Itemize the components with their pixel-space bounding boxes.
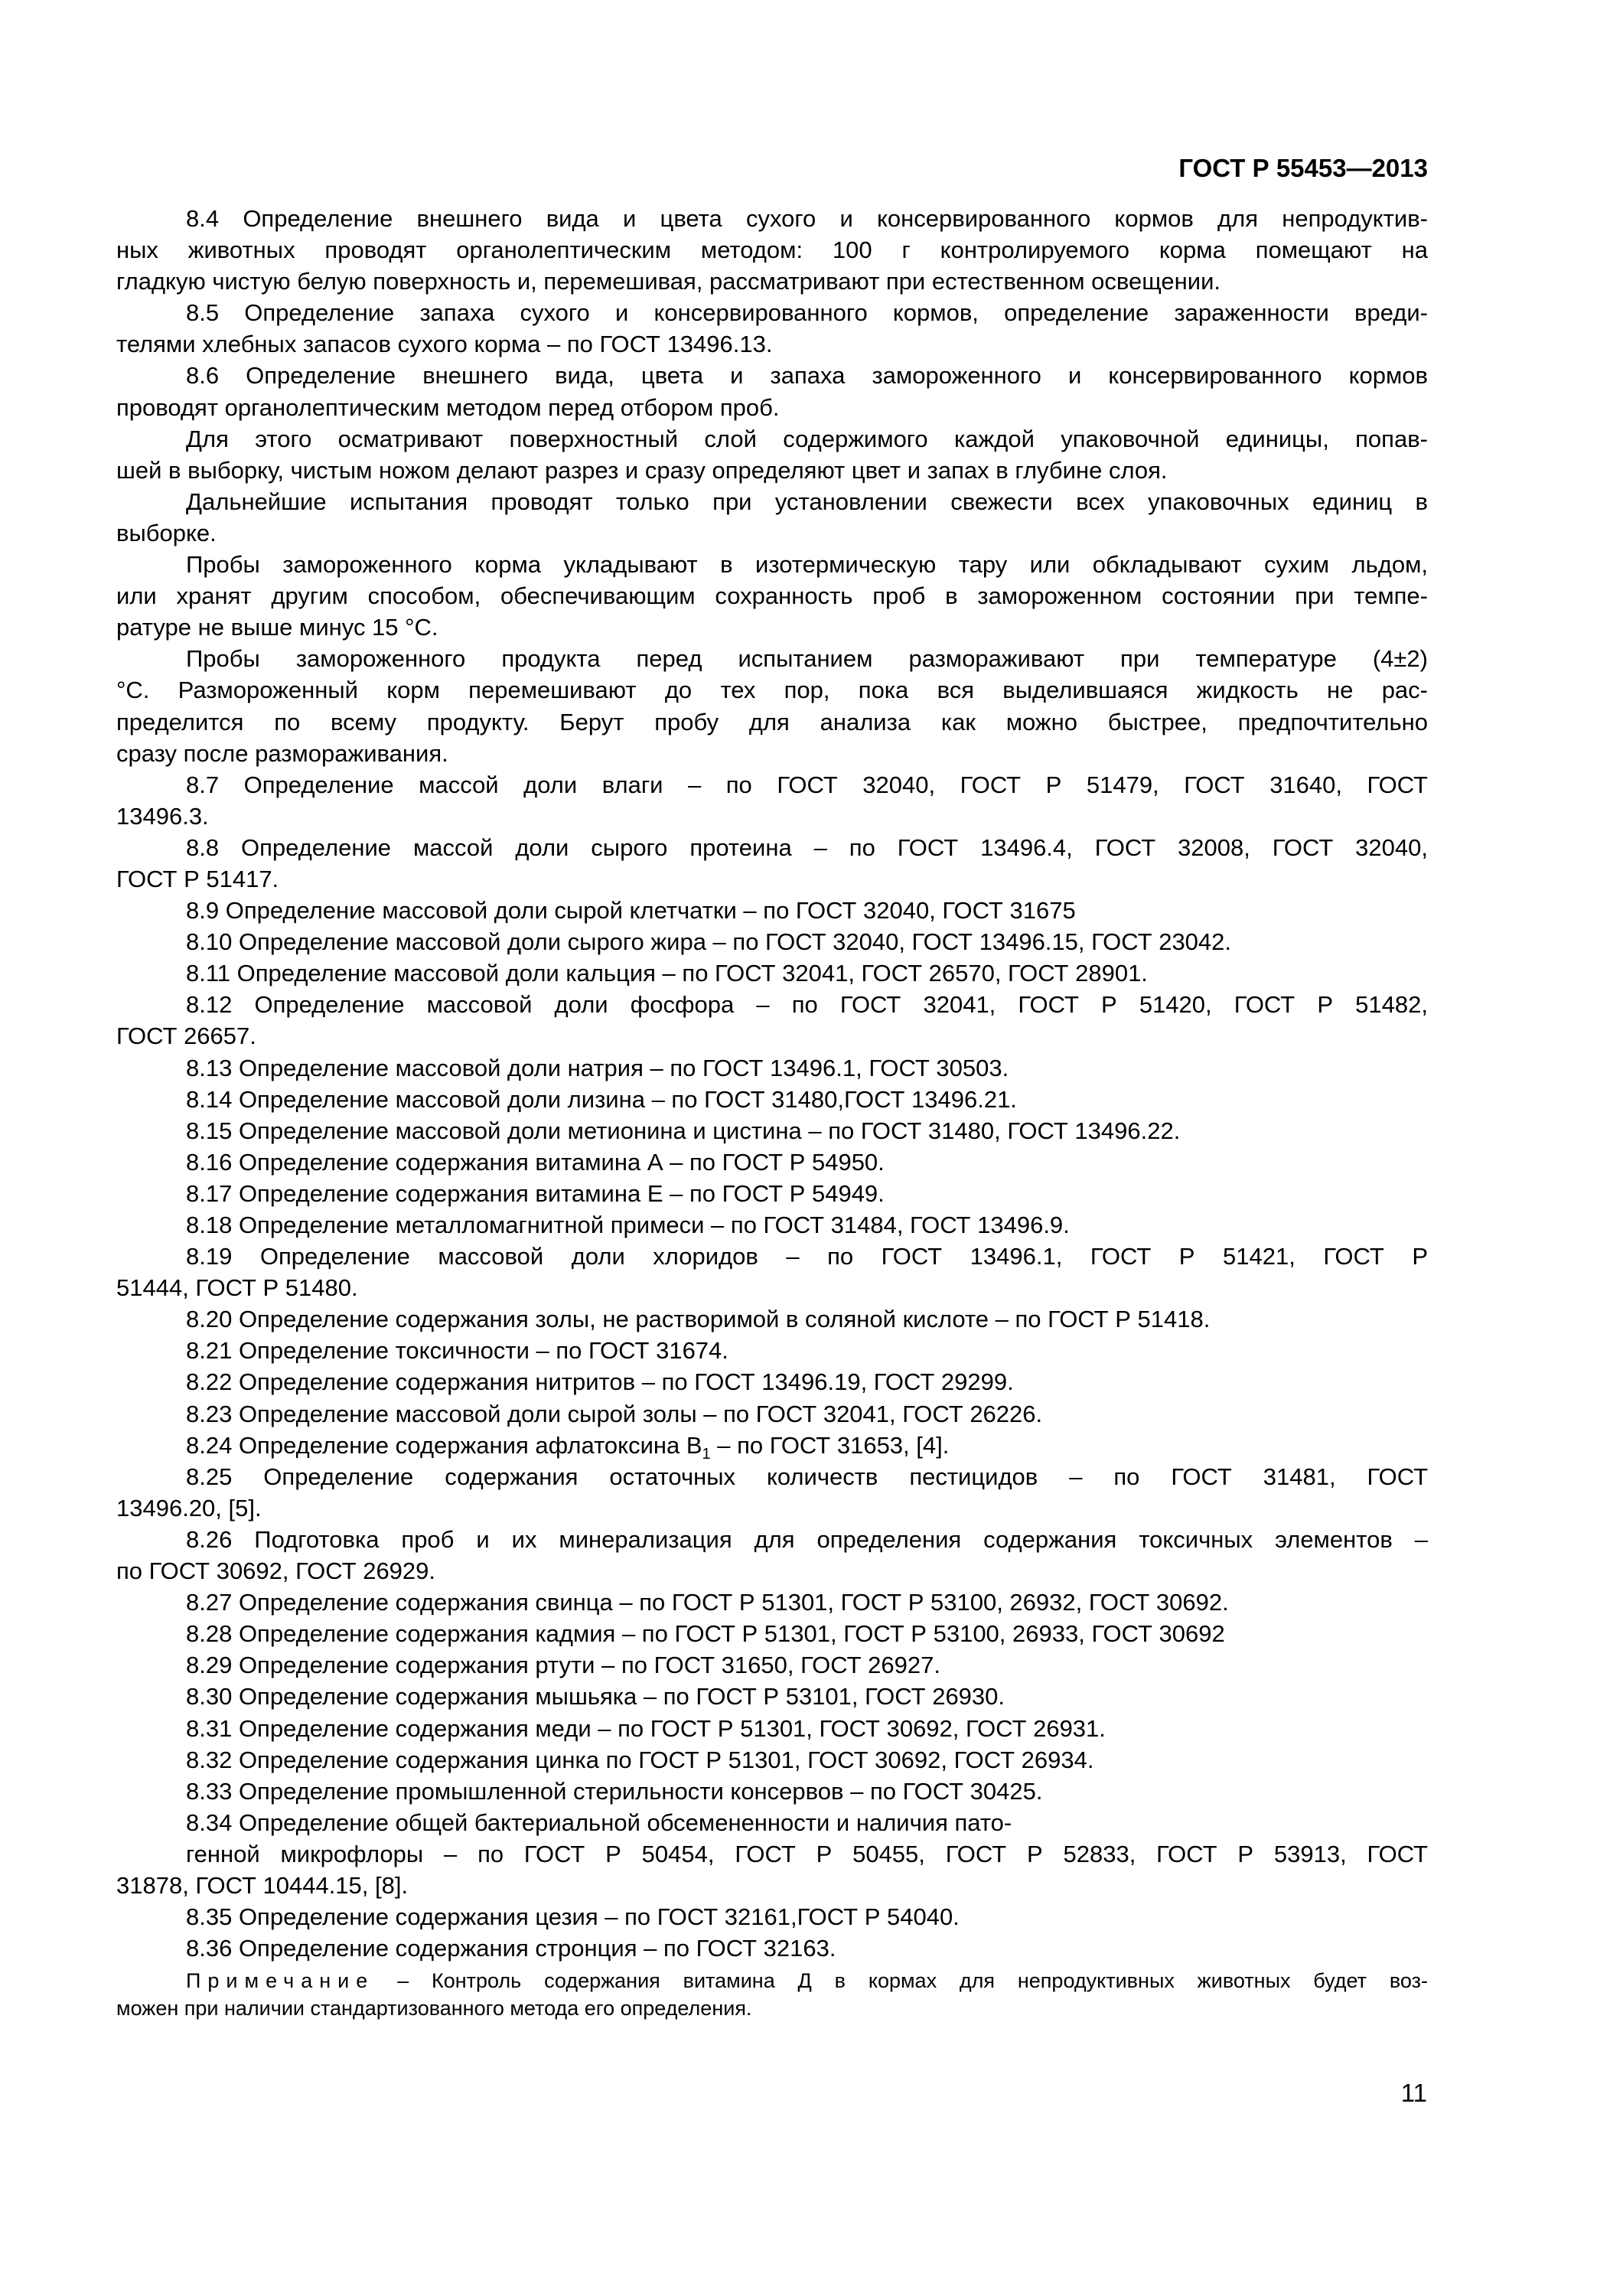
line-text: 8.31 Определение содержания меди – по ГОСТ Р 51301, ГОСТ 30692, ГОСТ 26931. — [186, 1714, 1106, 1742]
line-text: 8.8 Определение массой доли сырого протеина – по ГОСТ 13496.4, ГОСТ 32008, ГОСТ 32040, — [186, 833, 1428, 861]
line-text: или хранят другим способом, обеспечивающим сохранность проб в замороженном состоянии при темпе- — [116, 582, 1428, 610]
text-line — [116, 1146, 1428, 1178]
text-line — [116, 1178, 1428, 1209]
text-line — [116, 1681, 1428, 1712]
text-line — [116, 1430, 1428, 1461]
text-line — [116, 1461, 1428, 1492]
text-line — [116, 580, 1428, 612]
line-text: 8.20 Определение содержания золы, не растворимой в соляной кислоте – по ГОСТ Р 51418. — [186, 1306, 1211, 1333]
line-text: 8.36 Определение содержания стронция – по ГОСТ 32163. — [186, 1935, 836, 1962]
line-text: 8.21 Определение токсичности – по ГОСТ 31674. — [186, 1337, 728, 1365]
text-line — [116, 1776, 1428, 1807]
line-text: 8.15 Определение массовой доли метионина и цистина – по ГОСТ 31480, ГОСТ 13496.22. — [186, 1117, 1181, 1144]
text-line — [116, 1241, 1428, 1272]
note-text-1: – Контроль содержания витамина Д в кормах для непродуктивных животных будет воз- — [374, 1969, 1428, 1992]
text-line — [116, 517, 1428, 549]
text-line — [116, 1272, 1428, 1303]
line-text: 8.24 Определение содержания афлатоксина В — [186, 1431, 702, 1459]
line-text: по ГОСТ 30692, ГОСТ 26929. — [116, 1557, 436, 1585]
line-text: 8.33 Определение промышленной стерильности консервов – по ГОСТ 30425. — [186, 1777, 1043, 1805]
line-text: 31878, ГОСТ 10444.15, [8]. — [116, 1871, 409, 1899]
text-line — [116, 1838, 1428, 1870]
line-text: 8.23 Определение массовой доли сырой золы – по ГОСТ 32041, ГОСТ 26226. — [186, 1400, 1043, 1427]
line-text: ратуре не выше минус 15 °С. — [116, 614, 438, 641]
line-text: 8.26 Подготовка проб и их минерализация для определения содержания токсичных элементов – — [186, 1525, 1428, 1553]
line-text: гладкую чистую белую поверхность и, перемешивая, рассматривают при естественном освещении. — [116, 268, 1221, 295]
text-line — [116, 1524, 1428, 1555]
line-text: 8.35 Определение содержания цезия – по ГОСТ 32161,ГОСТ Р 54040. — [186, 1903, 960, 1931]
text-line — [116, 706, 1428, 738]
line-text: °С. Размороженный корм перемешивают до тех пор, пока вся выделившаяся жидкость не рас- — [116, 677, 1428, 704]
text-line — [116, 738, 1428, 769]
line-text: Пробы замороженного продукта перед испытанием размораживают при температуре (4±2) — [186, 645, 1428, 673]
line-text: 8.34 Определение общей бактериальной обсемененности и наличия пато- — [186, 1808, 1012, 1836]
text-line — [116, 1020, 1428, 1052]
text-line — [116, 1618, 1428, 1649]
line-text: 8.7 Определение массой доли влаги – по ГОСТ 32040, ГОСТ Р 51479, ГОСТ 31640, ГОСТ — [186, 771, 1428, 798]
text-line — [116, 1932, 1428, 1964]
line-text: 8.5 Определение запаха сухого и консервированного кормов, определение зараженности вреди- — [186, 299, 1428, 327]
text-line — [116, 1052, 1428, 1084]
text-line — [116, 1209, 1428, 1241]
text-line — [116, 328, 1428, 360]
text-line — [116, 895, 1428, 926]
line-text: 8.11 Определение массовой доли кальция – по ГОСТ 32041, ГОСТ 26570, ГОСТ 28901. — [186, 960, 1148, 987]
line-text: пределится по всему продукту. Берут пробу для анализа как можно быстрее, предпочтительно — [116, 708, 1428, 735]
line-text: 51444, ГОСТ Р 51480. — [116, 1274, 358, 1302]
line-text: сразу после размораживания. — [116, 739, 448, 767]
text-line — [116, 1366, 1428, 1397]
page-number: 11 — [1400, 2079, 1427, 2107]
line-text: ГОСТ Р 51417. — [116, 865, 279, 892]
text-line — [116, 612, 1428, 643]
line-text: 8.4 Определение внешнего вида и цвета сухого и консервированного кормов для непродуктив- — [186, 205, 1428, 232]
line-text: 8.28 Определение содержания кадмия – по ГОСТ Р 51301, ГОСТ Р 53100, 26933, ГОСТ 30692 — [186, 1620, 1225, 1648]
line-text: 13496.20, [5]. — [116, 1494, 262, 1521]
line-text: 8.25 Определение содержания остаточных количеств пестицидов – по ГОСТ 31481, ГОСТ — [186, 1463, 1428, 1490]
text-line — [116, 203, 1428, 234]
text-line — [116, 486, 1428, 517]
text-line — [116, 392, 1428, 423]
text-line — [116, 234, 1428, 266]
text-line — [116, 1649, 1428, 1681]
line-text: 8.32 Определение содержания цинка по ГОСТ Р 51301, ГОСТ 30692, ГОСТ 26934. — [186, 1746, 1094, 1773]
line-text: Пробы замороженного корма укладывают в изотермическую тару или обкладывают сухим льдом, — [186, 551, 1428, 579]
text-line — [116, 1587, 1428, 1618]
text-line — [116, 1115, 1428, 1146]
line-text: проводят органолептическим методом перед отбором проб. — [116, 393, 780, 421]
text-line — [116, 455, 1428, 486]
line-text: 13496.3. — [116, 802, 209, 830]
line-text: выборке. — [116, 519, 217, 546]
line-text: ГОСТ 26657. — [116, 1022, 256, 1050]
line-text: 8.22 Определение содержания нитритов – по ГОСТ 13496.19, ГОСТ 29299. — [186, 1368, 1014, 1396]
line-text: 8.30 Определение содержания мышьяка – по ГОСТ Р 53101, ГОСТ 26930. — [186, 1683, 1005, 1711]
section-8-text — [116, 203, 1428, 1964]
line-text: телями хлебных запасов сухого корма – по ГОСТ 13496.13. — [116, 331, 773, 358]
text-line — [116, 360, 1428, 391]
text-line — [116, 801, 1428, 832]
text-line — [116, 1303, 1428, 1335]
line-text: 8.19 Определение массовой доли хлоридов – по ГОСТ 13496.1, ГОСТ Р 51421, ГОСТ Р — [186, 1243, 1428, 1270]
subscript: 1 — [702, 1445, 711, 1463]
text-line — [116, 1398, 1428, 1430]
text-line — [116, 863, 1428, 895]
text-line — [116, 769, 1428, 801]
line-text: генной микрофлоры – по ГОСТ Р 50454, ГОСТ Р 50455, ГОСТ Р 52833, ГОСТ Р 53913, ГОСТ — [186, 1840, 1428, 1867]
text-line — [116, 423, 1428, 455]
line-text: 8.6 Определение внешнего вида, цвета и запаха замороженного и консервированного кормов — [186, 362, 1428, 390]
note-label: Примечание — [186, 1969, 375, 1992]
text-line — [116, 1084, 1428, 1115]
line-text: 8.27 Определение содержания свинца – по ГОСТ Р 51301, ГОСТ Р 53100, 26932, ГОСТ 30692. — [186, 1589, 1229, 1616]
line-text: 8.10 Определение массовой доли сырого жира – по ГОСТ 32040, ГОСТ 13496.15, ГОСТ 23042. — [186, 928, 1232, 956]
text-line — [116, 674, 1428, 706]
line-text-after: – по ГОСТ 31653, [4]. — [710, 1431, 950, 1459]
text-line — [116, 1807, 1428, 1838]
text-line — [116, 989, 1428, 1020]
note-line-2: можен при наличии стандартизованного метода его определения. — [116, 1997, 752, 2020]
line-text: 8.9 Определение массовой доли сырой клетчатки – по ГОСТ 32040, ГОСТ 31675 — [186, 897, 1076, 925]
line-text: ных животных проводят органолептическим методом: 100 г контролируемого корма помещают на — [116, 236, 1428, 264]
line-text: Для этого осматривают поверхностный слой содержимого каждой упаковочной единицы, попав- — [186, 425, 1428, 452]
line-text: 8.13 Определение массовой доли натрия – по ГОСТ 13496.1, ГОСТ 30503. — [186, 1054, 1009, 1081]
text-line — [116, 1901, 1428, 1932]
text-line — [116, 297, 1428, 328]
text-line — [116, 1555, 1428, 1587]
text-line — [116, 926, 1428, 957]
note-block — [116, 1967, 1428, 2022]
line-text: Дальнейшие испытания проводят только при установлении свежести всех упаковочных единиц в — [186, 488, 1428, 515]
text-line — [116, 1335, 1428, 1366]
text-line — [116, 643, 1428, 674]
line-text: 8.12 Определение массовой доли фосфора – по ГОСТ 32041, ГОСТ Р 51420, ГОСТ Р 51482, — [186, 991, 1428, 1019]
text-line — [116, 832, 1428, 863]
text-line — [116, 549, 1428, 580]
line-text: 8.14 Определение массовой доли лизина – по ГОСТ 31480,ГОСТ 13496.21. — [186, 1085, 1017, 1113]
text-line — [116, 957, 1428, 989]
text-line — [116, 1744, 1428, 1776]
text-line — [116, 1713, 1428, 1744]
note-line-1 — [116, 1967, 1428, 1994]
document-designation: ГОСТ Р 55453—2013 — [1178, 154, 1428, 182]
line-text: 8.17 Определение содержания витамина Е – по ГОСТ Р 54949. — [186, 1179, 885, 1207]
line-text: 8.29 Определение содержания ртути – по ГОСТ 31650, ГОСТ 26927. — [186, 1652, 940, 1679]
line-text: 8.18 Определение металломагнитной примеси – по ГОСТ 31484, ГОСТ 13496.9. — [186, 1212, 1070, 1238]
text-line — [116, 266, 1428, 297]
text-line — [116, 1870, 1428, 1901]
line-text: шей в выборку, чистым ножом делают разрез и сразу определяют цвет и запах в глубине слоя. — [116, 456, 1168, 484]
text-line — [116, 1492, 1428, 1524]
line-text: 8.16 Определение содержания витамина А – по ГОСТ Р 54950. — [186, 1148, 885, 1176]
